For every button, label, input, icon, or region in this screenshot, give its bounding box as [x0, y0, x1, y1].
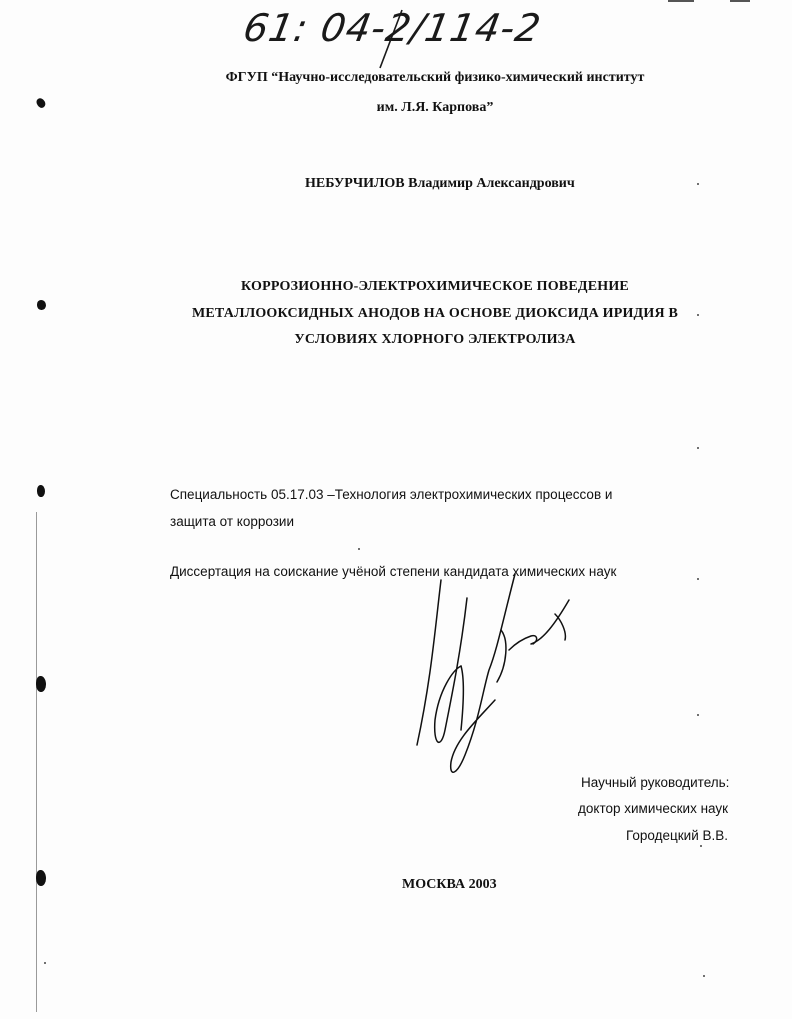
- organization-name: ФГУП “Научно-исследовательский физико-химический институт: [225, 70, 645, 85]
- scan-speck: [697, 447, 699, 449]
- author-name: [305, 176, 575, 192]
- author-given-names: Владимир Александрович: [408, 176, 575, 191]
- binding-hole-mark: [36, 676, 46, 692]
- binding-hole-mark: [37, 300, 46, 310]
- supervisor-role: Научный руководитель:: [581, 775, 730, 790]
- scan-speck: [700, 845, 702, 847]
- scan-speck: [44, 962, 46, 964]
- dissertation-title-line-1: КОРРОЗИОННО-ЭЛЕКТРОХИМИЧЕСКОЕ ПОВЕДЕНИЕ: [241, 279, 629, 294]
- handwritten-signature: [405, 570, 585, 785]
- supervisor-name: Городецкий В.В.: [626, 828, 729, 843]
- author-surname: НЕБУРЧИЛОВ: [305, 176, 405, 191]
- scan-margin-line: [36, 512, 37, 1012]
- city-year: МОСКВА 2003: [402, 877, 497, 892]
- scan-speck: [697, 314, 699, 316]
- scan-mark: [668, 0, 694, 2]
- binding-hole-mark: [36, 870, 46, 886]
- scan-mark: [730, 0, 750, 2]
- specialty-line-1: Специальность 05.17.03 –Технология электрохимических процессов и: [170, 487, 613, 502]
- scan-speck: [358, 548, 360, 550]
- organization-name-continued: им. Л.Я. Карпова”: [376, 100, 494, 115]
- scan-speck: [697, 578, 699, 580]
- specialty-line-2: защита от коррозии: [170, 514, 294, 529]
- scan-speck: [697, 183, 699, 185]
- scan-speck: [703, 975, 705, 977]
- scan-speck: [697, 714, 699, 716]
- dissertation-title-line-2: МЕТАЛЛООКСИДНЫХ АНОДОВ НА ОСНОВЕ ДИОКСИДА ИРИДИЯ В: [191, 306, 679, 321]
- supervisor-degree: доктор химических наук: [578, 801, 729, 816]
- dissertation-degree-statement: Диссертация на соискание учёной степени кандидата химических наук: [170, 564, 617, 579]
- handwritten-slash-mark: [376, 8, 406, 70]
- dissertation-title-line-3: УСЛОВИЯХ ХЛОРНОГО ЭЛЕКТРОЛИЗА: [294, 332, 576, 347]
- handwritten-archive-code: 61: 04-2/114-2: [240, 6, 545, 50]
- binding-hole-mark: [37, 485, 45, 497]
